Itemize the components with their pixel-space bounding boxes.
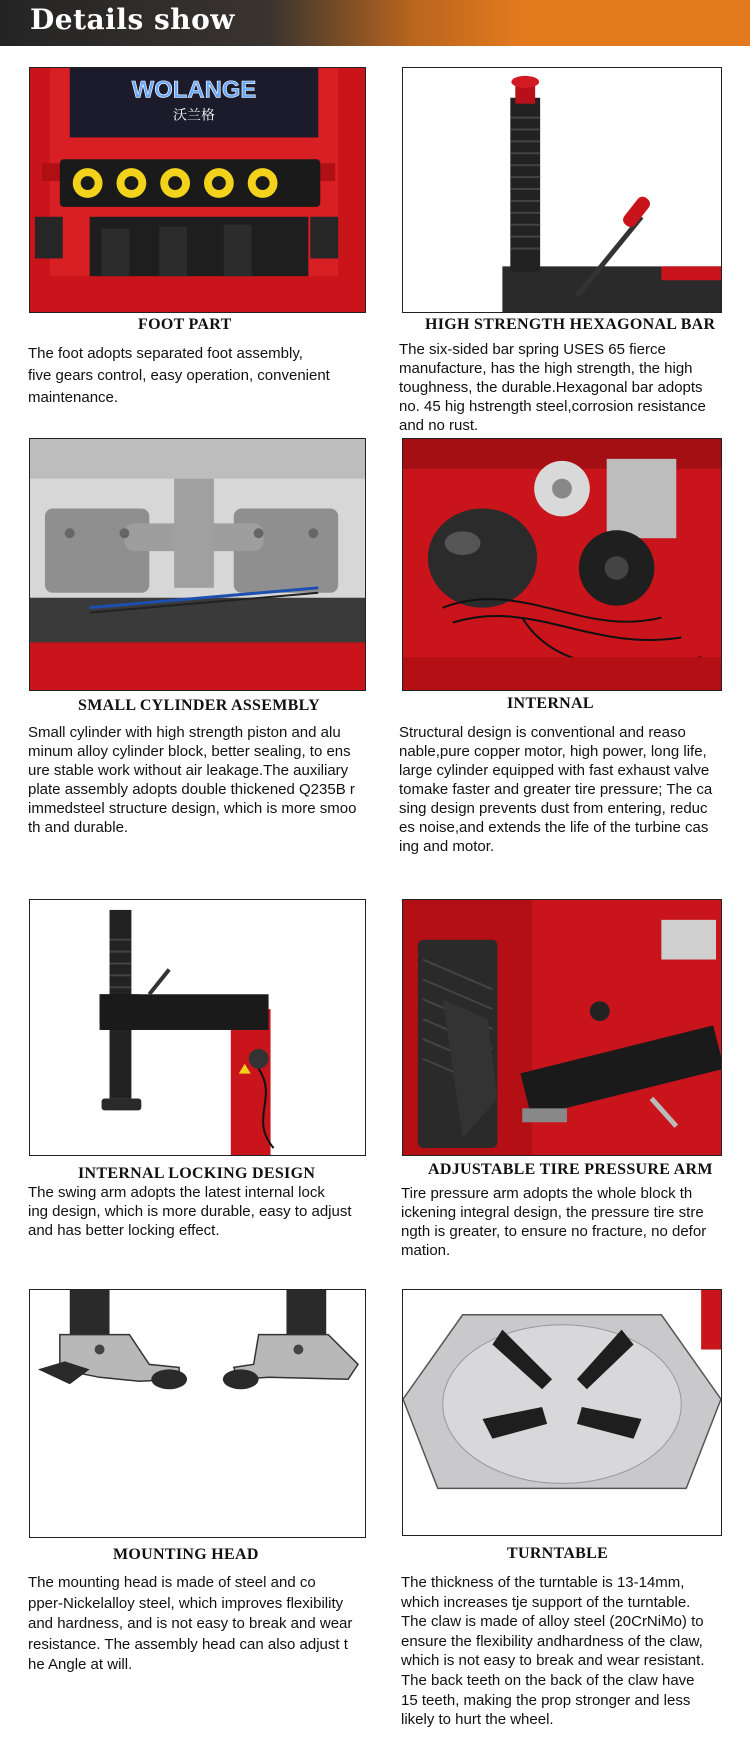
small-cylinder-description: Small cylinder with high strength piston and alu minum alloy cylinder block, better sealing, to ens ure stable work without air leakage.The auxiliary plate assembly adopts double thickened Q235B r immedsteel structure design, which is more smoo th and durable.	[28, 724, 357, 836]
locking-design-photo	[29, 899, 366, 1156]
logo-sub: 沃兰格	[173, 107, 215, 124]
internal-heading: INTERNAL	[507, 695, 594, 712]
foot-part-photo	[29, 67, 366, 313]
locking-design-heading: INTERNAL LOCKING DESIGN	[78, 1165, 316, 1182]
hexagonal-bar-heading: HIGH STRENGTH HEXAGONAL BAR	[425, 316, 716, 333]
small-cylinder-heading: SMALL CYLINDER ASSEMBLY	[78, 697, 320, 714]
tire-pressure-arm-photo	[402, 899, 722, 1156]
turntable-description: The thickness of the turntable is 13-14mm, which increases tje support of the turntable. The claw is made of alloy steel (20CrNiMo) to ensure the flexibility andhardness of the claw, which is not easy to break and wear resistant. The back teeth on the back of the claw have 15 teeth, making the prop stronger and less likely to hurt the wheel.	[401, 1574, 705, 1729]
mounting-head-description: The mounting head is made of steel and co pper-Nickelalloy steel, which improves flexibility and hardness, and is not easy to break and wear resistance. The assembly head can also adjust t he Angle at will.	[28, 1574, 353, 1673]
hexagonal-bar-photo	[402, 67, 722, 313]
foot-part-heading: FOOT PART	[138, 316, 232, 333]
internal-description: Structural design is conventional and reaso nable,pure copper motor, high power, long life, large cylinder equipped with fast exhaust valve tomake faster and greater tire pressure; The ca sing design prevents dust from entering, reduc es noise,and extends the life of the turbine cas ing and motor.	[399, 724, 713, 855]
mounting-head-photo	[29, 1289, 366, 1538]
turntable-photo	[402, 1289, 722, 1536]
foot-part-description: The foot adopts separated foot assembly, five gears control, easy operation, convenient maintenance.	[28, 345, 330, 406]
banner-title: Details show	[30, 3, 235, 36]
logo-text: WOLANGE	[131, 76, 257, 104]
turntable-heading: TURNTABLE	[507, 1545, 609, 1562]
locking-design-description: The swing arm adopts the latest internal lock ing design, which is more durable, easy to adjust and has better locking effect.	[28, 1184, 352, 1239]
internal-photo	[402, 438, 722, 691]
small-cylinder-photo	[29, 438, 366, 691]
tire-pressure-arm-heading: ADJUSTABLE TIRE PRESSURE ARM	[428, 1161, 713, 1178]
section-banner	[0, 0, 750, 46]
tire-pressure-arm-description: Tire pressure arm adopts the whole block th ickening integral design, the pressure tire stre ngth is greater, to ensure no fracture, no defor mation.	[401, 1185, 707, 1259]
mounting-head-heading: MOUNTING HEAD	[113, 1546, 259, 1563]
hexagonal-bar-description: The six-sided bar spring USES 65 fierce manufacture, has the high strength, the high toughness, the durable.Hexagonal bar adopts no. 45 hig hstrength steel,corrosion resistance and no rust.	[399, 341, 706, 434]
